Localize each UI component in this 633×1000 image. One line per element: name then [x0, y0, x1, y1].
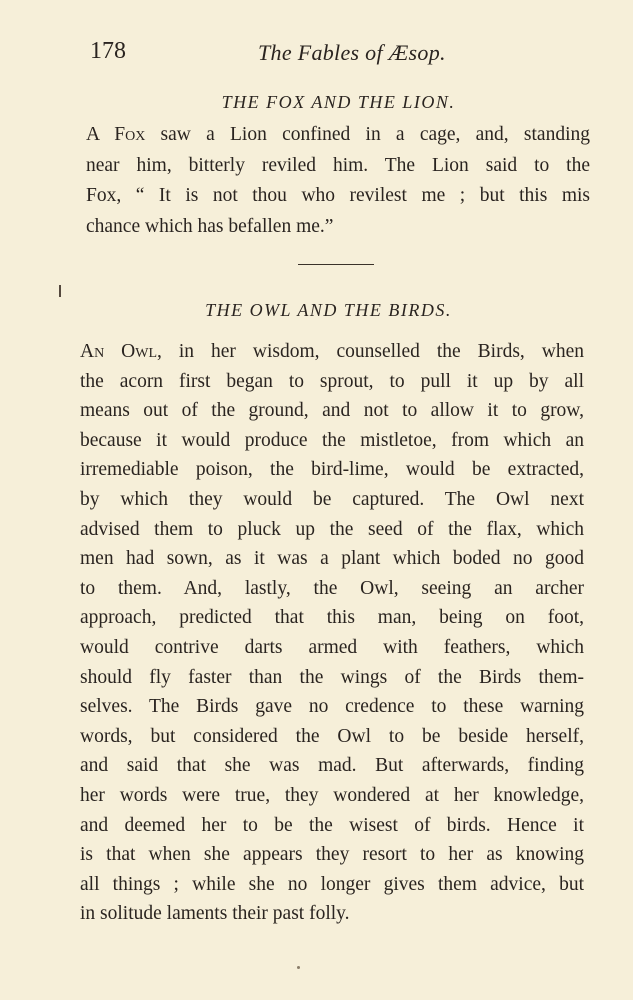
text-line: chance which has befallen me.”: [86, 215, 334, 237]
page-number: 178: [90, 38, 126, 64]
text-line: should fly faster than the wings of the Birds them-: [80, 666, 584, 688]
text-line: because it would produce the mistletoe, from which an: [80, 429, 584, 451]
section-divider: [298, 264, 374, 265]
text-line: and said that she was mad. But afterwards, finding: [80, 755, 584, 777]
page-speck: [297, 966, 300, 969]
text-line: means out of the ground, and not to allow it to grow,: [80, 400, 584, 422]
text-line: and deemed her to be the wisest of birds. Hence it: [80, 814, 584, 836]
text-line: selves. The Birds gave no credence to these warning: [80, 696, 584, 718]
text-line: all things ; while she no longer gives them advice, but: [80, 873, 584, 895]
margin-mark: [59, 285, 61, 297]
text-line: would contrive darts armed with feathers, which: [80, 636, 584, 658]
fable-title-fox-lion: THE FOX AND THE LION.: [221, 92, 456, 112]
text-line: advised them to pluck up the seed of the flax, which: [80, 518, 584, 540]
running-title: The Fables of Æsop.: [258, 40, 446, 65]
fable-text-fox-lion: [86, 120, 590, 242]
text-line: Fox, “ It is not thou who revilest me ; but this mis: [86, 185, 590, 206]
fable-title-owl-birds: THE OWL AND THE BIRDS.: [205, 300, 452, 320]
text-line: her words were true, they wondered at her knowledge,: [80, 784, 584, 806]
text-line: A Fox saw a Lion confined in a cage, and, standing: [86, 124, 590, 145]
text-line: is that when she appears they resort to her as knowing: [80, 844, 584, 866]
text-line: approach, predicted that this man, being on foot,: [80, 607, 584, 629]
fable-text-owl-birds: [80, 337, 584, 929]
text-line: by which they would be captured. The Owl next: [80, 488, 584, 510]
text-line: the acorn first began to sprout, to pull it up by all: [80, 370, 584, 392]
text-line: words, but considered the Owl to be beside herself,: [80, 725, 584, 747]
text-line: An Owl, in her wisdom, counselled the Birds, when: [80, 341, 584, 362]
page-header: [90, 38, 560, 72]
opening-words: An Owl: [80, 341, 158, 362]
text-line: men had sown, as it was a plant which boded no good: [80, 548, 584, 570]
text-line: in solitude laments their past folly.: [80, 903, 350, 925]
text-line: to them. And, lastly, the Owl, seeing an archer: [80, 577, 584, 599]
text-line: near him, bitterly reviled him. The Lion said to the: [86, 154, 590, 176]
text-line: irremediable poison, the bird-lime, would be extracted,: [80, 459, 584, 481]
opening-words: A Fox: [86, 124, 146, 145]
